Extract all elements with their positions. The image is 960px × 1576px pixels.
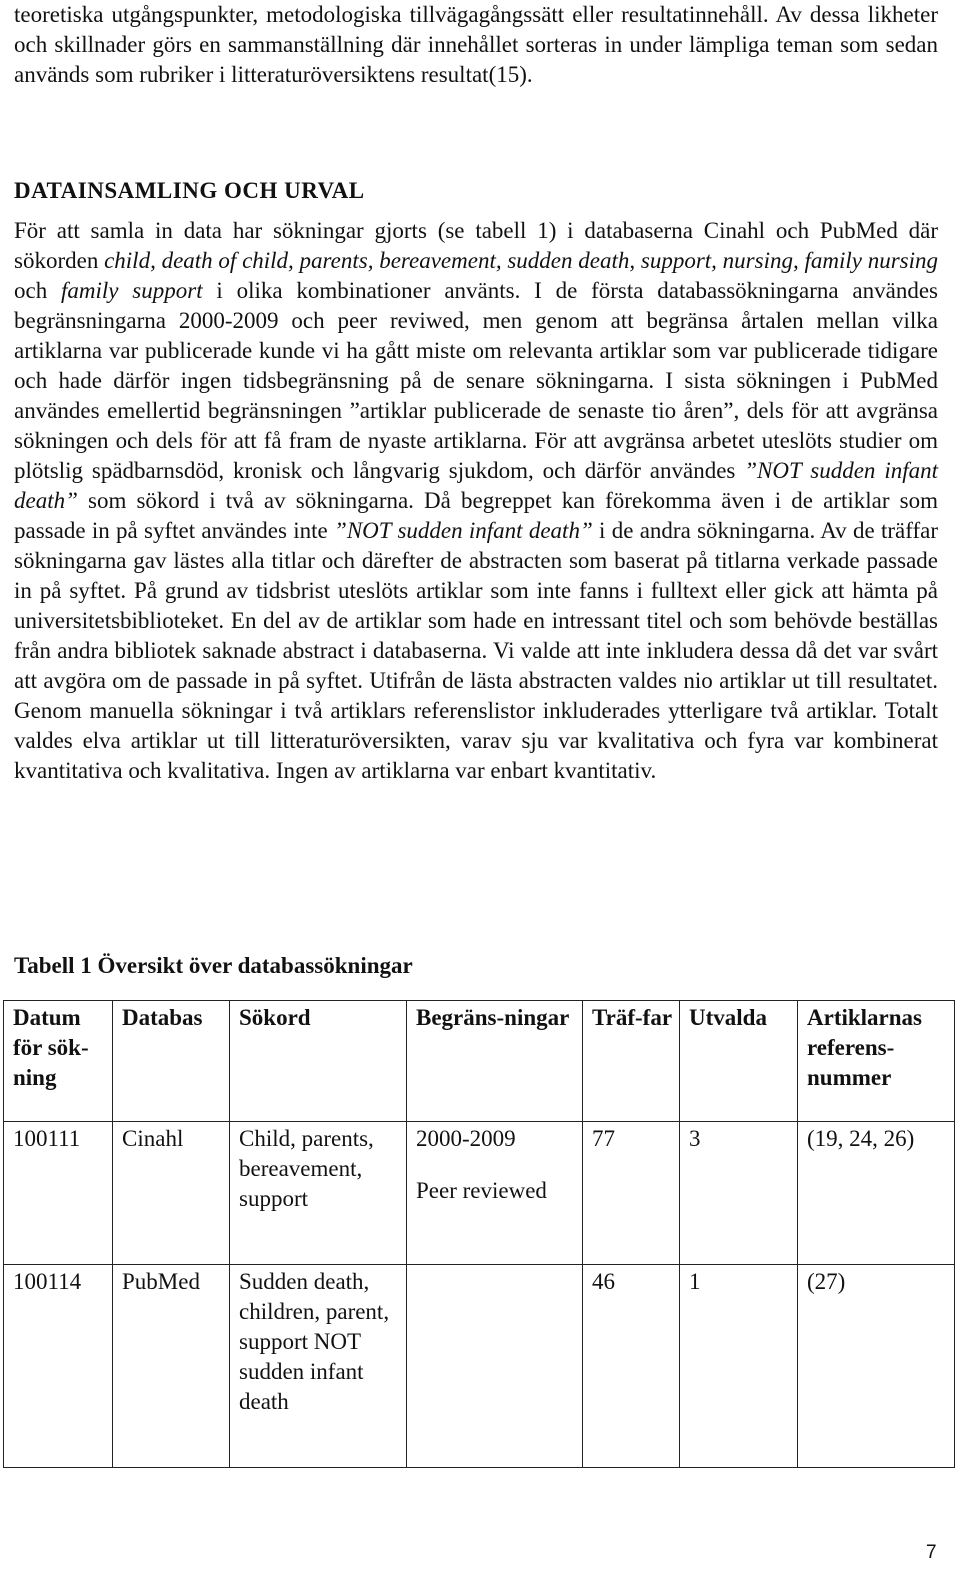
table-header-cell: Träf-far [583,1001,680,1122]
table-header-cell: Begräns-ningar [407,1001,583,1122]
section-heading: DATAINSAMLING OCH URVAL [14,178,365,203]
table-cell-begransningar [407,1265,583,1468]
table-row [4,1265,955,1468]
search-terms: child, death of child, parents, bereavement, sudden death, support, nursing, family nursing [104,248,938,273]
table-cell-datum: 100111 [4,1122,113,1265]
table-cell-utvalda: 1 [680,1265,798,1468]
table-header-cell: Databas [113,1001,230,1122]
table-row [4,1122,955,1265]
table-cell-begransningar [407,1122,583,1265]
table-header-row [4,1001,955,1122]
table-header-cell: Sökord [230,1001,407,1122]
table-cell-ref: (27) [798,1265,955,1468]
table-cell-ref: (19, 24, 26) [798,1122,955,1265]
table-cell-traffar: 46 [583,1265,680,1468]
table-cell-utvalda: 3 [680,1122,798,1265]
table-header-cell: Datum för sök-ning [4,1001,113,1122]
table-caption: Tabell 1 Översikt över databassökningar [14,953,413,978]
table-cell-databas: Cinahl [113,1122,230,1265]
table-cell-sokord: Child, parents, bereavement, support [230,1122,407,1265]
table-header-cell: Artiklarnas referens-nummer [798,1001,955,1122]
body-text-part: i de andra sökningarna. Av de träffar sökningarna gav lästes alla titlar och därefter de abstracten som baserat på titlarna verkade passade in på syftet. På grund av tidsbrist uteslöts artiklar som inte fanns i fulltext eller gick att hämta på universitetsbiblioteket. En del av de artiklar som hade en intressant titel och som behövde beställas från andra bibliotek saknade abstract i databaserna. Vi valde att inte inkludera dessa då det var svårt att avgöra om de passade in på syftet. Utifrån de lästa abstracten valdes nio artiklar ut till resultatet. Genom manuella sökningar i två artiklars referenslistor inkluderades ytterligare två artiklar. Totalt valdes elva artiklar ut till litteraturöversikten, varav sju var kvalitativa och fyra var kombinerat kvantitativa och kvalitativa. Ingen av artiklarna var enbart kvantitativ. [14,518,938,783]
limit-line: Peer reviewed [416,1178,547,1203]
page-number: 7 [926,1542,937,1563]
intro-paragraph: teoretiska utgångspunkter, metodologiska tillvägagångssätt eller resultatinnehåll. Av dessa likheter och skillnader görs en sammanställning där innehållet sorteras in under lämpliga teman som sedan används som rubriker i litteraturöversiktens resultat(15). [14,2,938,87]
search-terms: ”NOT sudden infant death” [14,458,938,513]
search-terms: family support [61,278,203,303]
table-cell-datum: 100114 [4,1265,113,1468]
limit-line: 2000-2009 [416,1126,516,1151]
table-cell-traffar: 77 [583,1122,680,1265]
body-text-part: och [14,278,62,303]
body-text-part: som sökord i två av sökningarna. Då begreppet kan förekomma även i de artiklar som passade in på syftet användes inte [14,488,938,543]
table-cell-databas: PubMed [113,1265,230,1468]
body-paragraph [14,216,938,786]
search-terms: ”NOT sudden infant death” [334,518,593,543]
table-header-cell: Utvalda [680,1001,798,1122]
body-text-part: För att samla in data har sökningar gjorts (se tabell 1) i databaserna Cinahl och PubMed där sökorden [14,218,938,273]
table-cell-sokord: Sudden death, children, parent, support NOT sudden infant death [230,1265,407,1468]
body-text-part: i olika kombinationer använts. I de första databassökningarna användes begränsningarna 2000-2009 och peer reviwed, men genom att begränsa årtalen mellan vilka artiklarna var publicerade kunde vi ha gått miste om relevanta artiklar som var publicerade tidigare och hade därför ingen tidsbegränsning på de senare sökningarna. I sista sökningen i PubMed användes emellertid begränsningen ”artiklar publicerade de senaste tio åren”, dels för att avgränsa sökningen och dels för att få fram de nyaste artiklarna. För att avgränsa arbetet uteslöts studier om plötslig spädbarnsdöd, kronisk och långvarig sjukdom, och därför användes [14,278,939,483]
search-table [3,1000,955,1468]
